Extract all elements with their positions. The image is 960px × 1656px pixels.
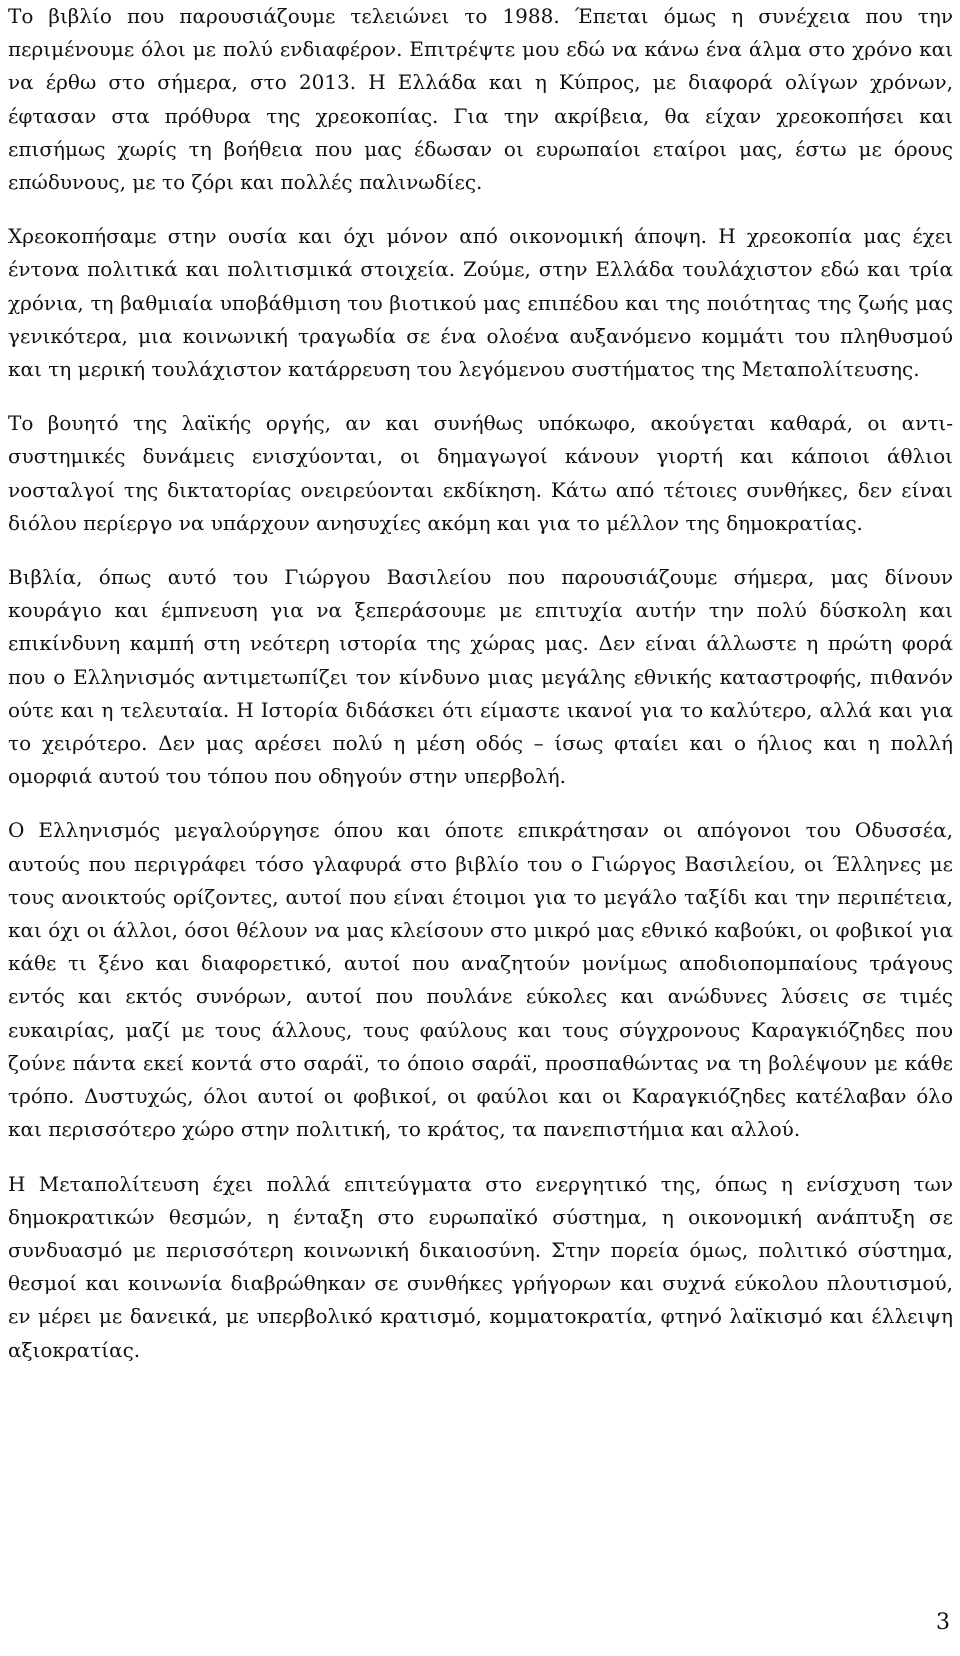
- paragraph-5: Ο Ελληνισμός μεγαλούργησε όπου και όποτε επικράτησαν οι απόγονοι του Οδυσσέα, αυτούς που περιγράφει τόσο γλαφυρά στο βιβλίο του ο Γιώργος Βασιλείου, οι Έλληνες με τους ανοικτούς ορίζοντες, αυτοί που είναι έτοιμοι για το μεγάλο ταξίδι και την περιπέτεια, και όχι οι άλλοι, όσοι θέλουν να μας κλείσουν στο μικρό μας εθνικό καβούκι, οι φοβικοί για κάθε τι ξένο και διαφορετικό, αυτοί που αναζητούν μονίμως αποδιοπομπαίους τράγους εντός και εκτός συνόρων, αυτοί που πουλάνε εύκολες και ανώδυνες λύσεις σε τιμές ευκαιρίας, μαζί με τους άλλους, τους φαύλους και τους σύγχρονους Καραγκιόζηδες που ζούνε πάντα εκεί κοντά στο σαράϊ, το όποιο σαράϊ, προσπαθώντας να τη βολέψουν με κάθε τρόπο. Δυστυχώς, όλοι αυτοί οι φοβικοί, οι φαύλοι και οι Καραγκιόζηδες κατέλαβαν όλο και περισσότερο χώρο στην πολιτική, το κράτος, τα πανεπιστήμια και αλλού.: [8, 818, 953, 1142]
- paragraph-4: Βιβλία, όπως αυτό του Γιώργου Βασιλείου που παρουσιάζουμε σήμερα, μας δίνουν κουράγιο και έμπνευση για να ξεπεράσουμε με επιτυχία αυτήν την πολύ δύσκολη και επικίνδυνη καμπή στη νεότερη ιστορία της χώρας μας. Δεν είναι άλλωστε η πρώτη φορά που ο Ελληνισμός αντιμετωπίζει τον κίνδυνο μιας μεγάλης εθνικής καταστροφής, πιθανόν ούτε και η τελευταία. Η Ιστορία διδάσκει ότι είμαστε ικανοί για το καλύτερο, αλλά και για το χειρότερο. Δεν μας αρέσει πολύ η μέση οδός – ίσως φταίει και ο ήλιος και η πολλή ομορφιά αυτού του τόπου που οδηγούν στην υπερβολή.: [8, 565, 953, 789]
- paragraph-2: Χρεοκοπήσαμε στην ουσία και όχι μόνον από οικονομική άποψη. Η χρεοκοπία μας έχει έντονα πολιτικά και πολιτισμικά στοιχεία. Ζούμε, στην Ελλάδα τουλάχιστον εδώ και τρία χρόνια, τη βαθμιαία υποβάθμιση του βιοτικού μας επιπέδου και της ποιότητας της ζωής μας γενικότερα, μια κοινωνική τραγωδία σε ένα ολοένα αυξανόμενο κομμάτι του πληθυσμού και τη μερική τουλάχιστον κατάρρευση του λεγόμενου συστήματος της Μεταπολίτευσης.: [8, 224, 953, 382]
- paragraph-3: Το βουητό της λαϊκής οργής, αν και συνήθως υπόκωφο, ακούγεται καθαρά, οι αντισυστημικές δυνάμεις ενισχύονται, οι δημαγωγοί κάνουν γιορτή και κάποιοι άθλιοι νοσταλγοί της δικτατορίας ονειρεύονται εκδίκηση. Κάτω από τέτοιες συνθήκες, δεν είναι διόλου περίεργο να υπάρχουν ανησυχίες ακόμη και για το μέλλον της δημοκρατίας.: [8, 411, 953, 535]
- document-page: [8, 0, 953, 1388]
- paragraph-1: Το βιβλίο που παρουσιάζουμε τελειώνει το 1988. Έπεται όμως η συνέχεια που την περιμένουμε όλοι με πολύ ενδιαφέρον. Επιτρέψτε μου εδώ να κάνω ένα άλμα στο χρόνο και να έρθω στο σήμερα, στο 2013. Η Ελλάδα και η Κύπρος, με διαφορά ολίγων χρόνων, έφτασαν στα πρόθυρα της χρεοκοπίας. Για την ακρίβεια, θα είχαν χρεοκοπήσει και επισήμως χωρίς τη βοήθεια που μας έδωσαν οι ευρωπαίοι εταίροι μας, έστω με όρους επώδυνους, με το ζόρι και πολλές παλινωδίες.: [8, 4, 953, 195]
- paragraph-6: Η Μεταπολίτευση έχει πολλά επιτεύγματα στο ενεργητικό της, όπως η ενίσχυση των δημοκρατικών θεσμών, η ένταξη στο ευρωπαϊκό σύστημα, η οικονομική ανάπτυξη σε συνδυασμό με περισσότερη κοινωνική δικαιοσύνη. Στην πορεία όμως, πολιτικό σύστημα, θεσμοί και κοινωνία διαβρώθηκαν σε συνθήκες γρήγορων και συχνά εύκολου πλουτισμού, εν μέρει με δανεικά, με υπερβολικό κρατισμό, κομματοκρατία, φτηνό λαϊκισμό και έλλειψη αξιοκρατίας.: [8, 1171, 953, 1362]
- page-number: 3: [936, 1610, 950, 1635]
